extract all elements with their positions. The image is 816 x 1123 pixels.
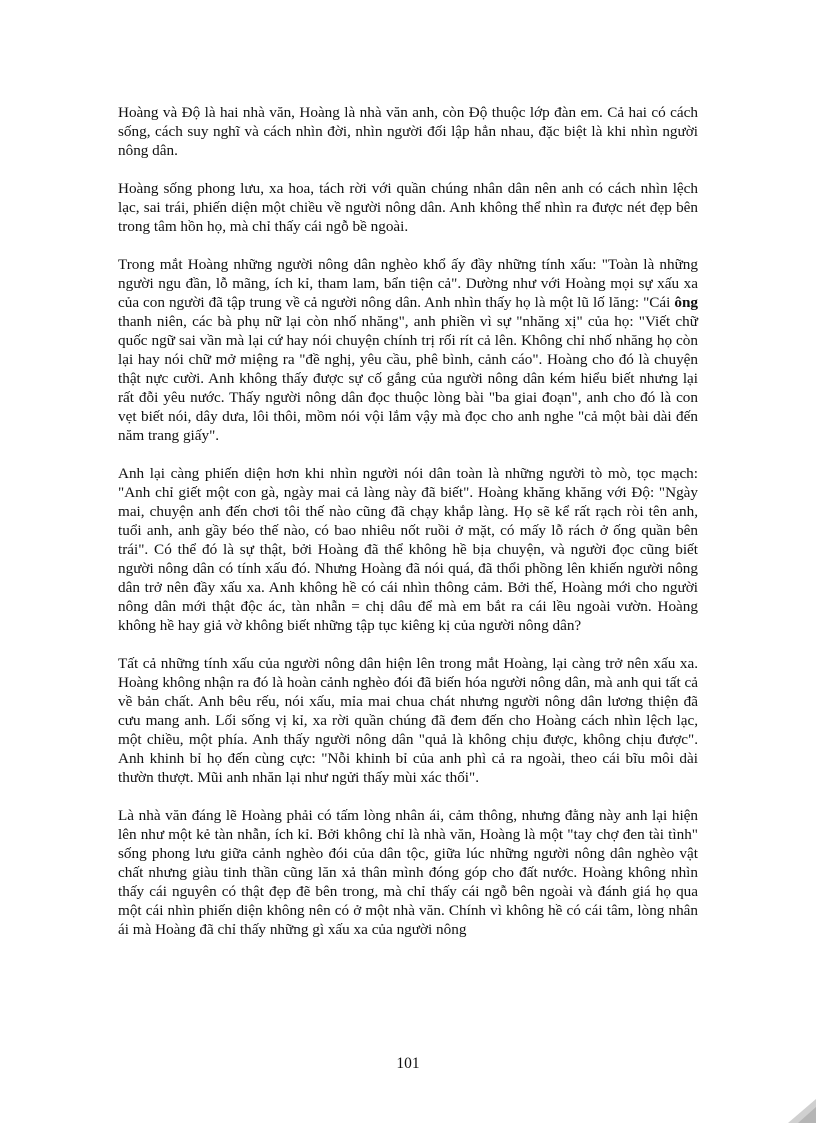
paragraph-text: Hoàng sống phong lưu, xa hoa, tách rời với quần chúng nhân dân nên anh có cách nhìn lệch lạc, sai trái, phiến diện một chiều về người nông dân. Anh không thể nhìn ra được nét đẹp bên trong tâm hồn họ, mà chỉ thấy cái ngỗ bề ngoài. <box>118 180 698 235</box>
page-number: 101 <box>396 1055 420 1072</box>
paragraph <box>118 103 698 160</box>
paragraph-text: Tất cả những tính xấu của người nông dân hiện lên trong mắt Hoàng, lại càng trở nên xấu xa. Hoàng không nhận ra đó là hoàn cảnh nghèo đói đã biến hóa người nông dân, mà anh qui tất cả về bản chất. Anh bêu rếu, nói xấu, mỉa mai chua chát nhưng người nông dân lương thiện đã cưu mang anh. Lối sống vị kỉ, xa rời quần chúng đã đem đến cho Hoàng cách nhìn lệch lạc, một chiều, một phía. Anh thấy người nông dân "quả là không chịu được, không chịu được". Anh khinh bỉ họ đến cùng cực: "Nỗi khinh bỉ của anh phì cả ra ngoài, theo cái bĩu môi dài thườn thượt. Mũi anh nhăn lại như ngửi thấy mùi xác thối". <box>118 655 698 786</box>
paragraph-text: Là nhà văn đáng lẽ Hoàng phải có tấm lòng nhân ái, cảm thông, nhưng đằng này anh lại hiện lên như một kẻ tàn nhẫn, ích kỉ. Bởi không chỉ là nhà văn, Hoàng là một "tay chợ đen tài tình" sống phong lưu giữa cảnh nghèo đói của dân tộc, giữa lúc những người nông dân nghèo vật chất nhưng giàu tinh thần cũng lăn xả thân mình đóng góp cho đất nước. Hoàng không nhìn thấy cái nguyên có thật đẹp đẽ bên trong, mà chỉ thấy cái ngỗ bên ngoài và đánh giá họ qua một cái nhìn phiến diện không nên có ở một nhà văn. Chính vì không hề có cái tâm, lòng nhân ái mà Hoàng đã chỉ thấy những gì xấu xa của người nông <box>118 807 698 938</box>
body-text <box>118 103 698 958</box>
paragraph <box>118 464 698 635</box>
paragraph-text: thanh niên, các bà phụ nữ lại còn nhố nhăng", anh phiền vì sự "nhăng xị" của họ: "Viết chữ quốc ngữ sai vần mà lại cứ hay nói chuyện chính trị rối rít cả lên. Không chỉ nhố nhăng họ còn lại hay nói chữ mở miệng ra "đề nghị, yêu cầu, phê bình, cảnh cáo". Hoàng cho đó là chuyện thật nực cười. Anh không thấy được sự cố gắng của người nông dân kém hiểu biết nhưng lại rất đỗi yêu nước. Thấy người nông dân đọc thuộc lòng bài "ba giai đoạn", anh cho đó là con vẹt biết nói, dây dưa, lôi thôi, mồm nói vội lắm vậy mà đọc cho anh nghe "cả một bài dài đến năm trang giấy". <box>118 313 698 444</box>
corner-mark-icon <box>788 1099 816 1123</box>
paragraph <box>118 654 698 787</box>
paragraph <box>118 179 698 236</box>
bold-text: ông <box>674 294 698 311</box>
paragraph <box>118 255 698 445</box>
paragraph <box>118 806 698 939</box>
paragraph-text: Trong mắt Hoàng những người nông dân nghèo khổ ấy đầy những tính xấu: "Toàn là những người ngu đần, lỗ mãng, ích kỉ, tham lam, bẩn tiện cả". Dường như với Hoàng mọi sự xấu xa của con người đã tập trung về cả người nông dân. Anh nhìn thấy họ là một lũ lố lăng: "Cái <box>118 256 698 311</box>
paragraph-text: Anh lại càng phiến diện hơn khi nhìn người nói dân toàn là những người tò mò, tọc mạch: "Anh chỉ giết một con gà, ngày mai cả làng này đã biết". Hoàng khăng khăng với Độ: "Ngày mai, chuyện anh đến chơi tôi thế nào cũng đã chạy khắp làng. Họ sẽ kể rất rạch ròi tên anh, tuổi anh, anh gầy béo thế nào, có bao nhiêu nốt ruồi ở mặt, có mấy lỗ rách ở ống quần bên trái". Có thể đó là sự thật, bởi Hoàng đã thể không hề bịa chuyện, và người đọc cũng biết người nông dân có tính xấu đó. Nhưng Hoàng đã nói quá, đã thổi phồng lên khiến người nông dân trở nên đầy xấu xa. Anh không hề có cái nhìn thông cảm. Bởi thế, Hoàng mới cho người nông dân mới thật độc ác, tàn nhẫn = chị dâu để mà em bắt ra cái lều ngoài vườn. Hoàng không hề hay giả vờ không biết những tập tục kiêng kị của người nông dân? <box>118 465 698 634</box>
paragraph-text: Hoàng và Độ là hai nhà văn, Hoàng là nhà văn anh, còn Độ thuộc lớp đàn em. Cả hai có cách sống, cách suy nghĩ và cách nhìn đời, nhìn người đối lập hẳn nhau, đặc biệt là khi nhìn người nông dân. <box>118 104 698 159</box>
